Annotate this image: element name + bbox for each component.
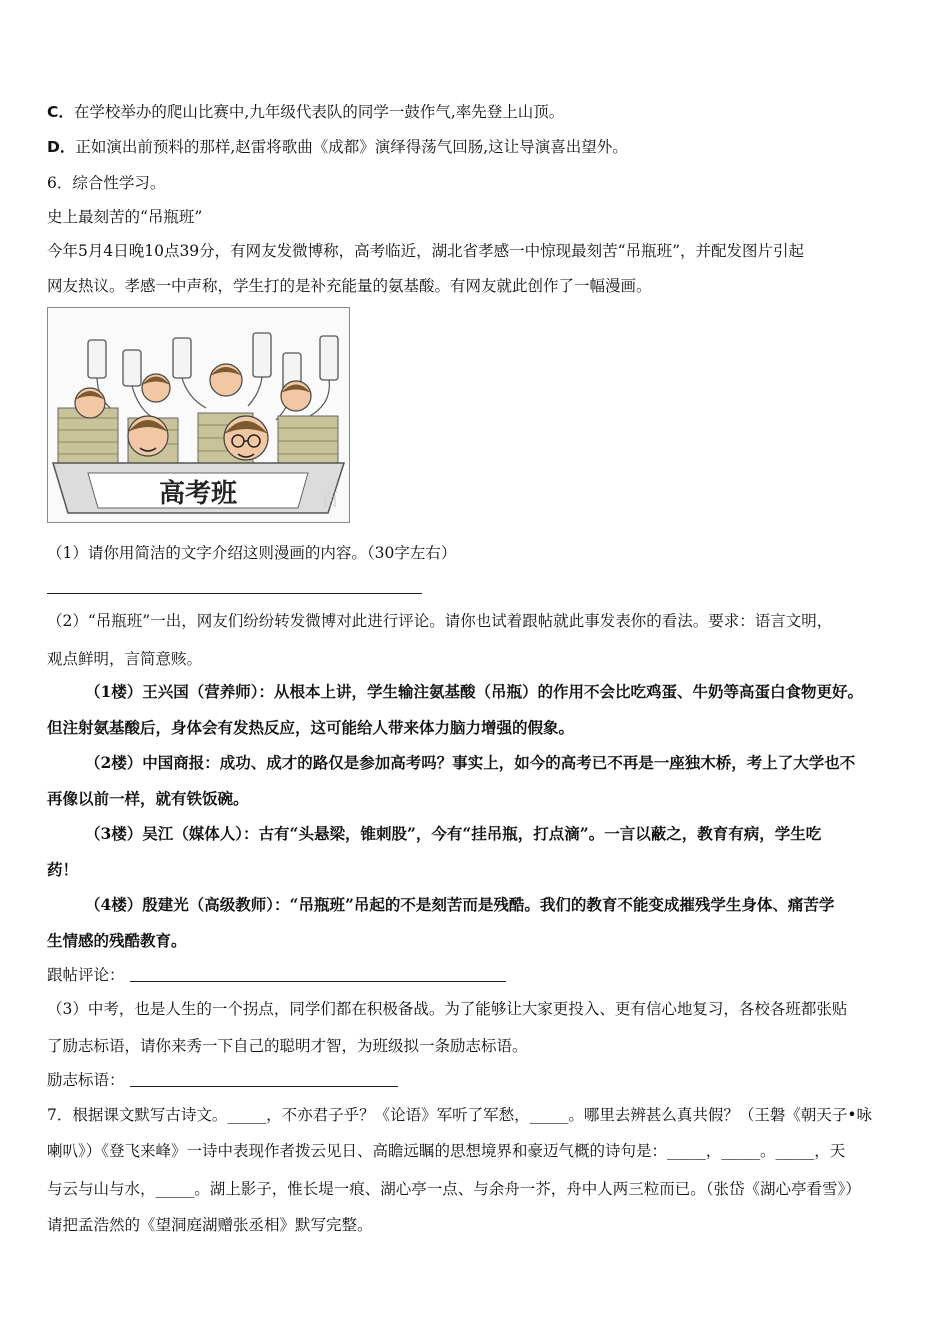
q6-sub-question-3-line-2: 了励志标语，请你来秀一下自己的聪明才智，为班级拟一条励志标语。	[47, 1037, 528, 1055]
cartoon-illustration	[47, 307, 350, 523]
comment-floor-4-line-1: （4楼）殷建光（高级教师）：“吊瓶班”吊起的不是刻苦而是残酷。我们的教育不能变成摧残学生身体、痛苦学	[85, 895, 835, 914]
q6-intro-line-2: 网友热议。孝感一中声称，学生打的是补充能量的氨基酸。有网友就此创作了一幅漫画。	[47, 277, 652, 295]
q7-line-4: 请把孟浩然的《望洞庭湖赠张丞相》默写完整。	[47, 1216, 373, 1234]
slogan-label: 励志标语：	[47, 1071, 125, 1089]
q7-line-2: 喇叭》）《登飞来峰》一诗中表现作者拨云见日、高瞻远瞩的思想境界和豪迈气概的诗句是：_____，_____。_____，天	[47, 1142, 846, 1160]
q6-sub-question-3-line-1: （3）中考，也是人生的一个拐点，同学们都在积极备战。为了能够让大家更投入、更有信心地复习，各校各班都张贴	[47, 1000, 848, 1018]
option-c	[47, 101, 910, 123]
q7-line-1: 7．根据课文默写古诗文。_____，不亦君子乎？《论语》军听了军愁，_____。哪里去辨甚么真共假？（王磐《朝天子•咏	[47, 1106, 873, 1124]
option-d-letter: D．	[47, 138, 76, 156]
answer-line-1[interactable]	[47, 593, 422, 594]
comment-floor-2-line-1: （2楼）中国商报：成功、成才的路仅是参加高考吗？事实上，如今的高考已不再是一座独木桥，考上了大学也不	[85, 753, 856, 772]
comment-floor-3-line-1: （3楼）吴江（媒体人）：古有“头悬梁，锥刺股”，今有“挂吊瓶，打点滴”。一言以蔽之，教育有病，学生吃	[85, 824, 822, 843]
comment-floor-3-line-2: 药！	[47, 860, 79, 879]
comment-floor-1-line-1: （1楼）王兴国（营养师）：从根本上讲，学生输注氨基酸（吊瓶）的作用不会比吃鸡蛋、牛奶等高蛋白食物更好。	[85, 682, 864, 701]
q6-title: 史上最刻苦的“吊瓶班”	[47, 208, 203, 226]
option-d	[47, 136, 910, 158]
comment-floor-2-line-2: 再像以前一样，就有铁饭碗。	[47, 789, 249, 808]
option-c-text: 在学校举办的爬山比赛中,九年级代表队的同学一鼓作气,率先登上山顶。	[73, 103, 565, 121]
reply-answer-line[interactable]	[130, 981, 506, 982]
comment-floor-4-line-2: 生情感的残酷教育。	[47, 931, 187, 950]
q6-intro-line-1: 今年5月4日晚10点39分，有网友发微博称，高考临近，湖北省孝感一中惊现最刻苦“吊瓶班”，并配发图片引起	[47, 242, 805, 260]
q6-sub-question-1: （1）请你用简洁的文字介绍这则漫画的内容。（30字左右）	[47, 544, 457, 562]
q6-sub-question-2-line-1: （2）“吊瓶班”一出，网友们纷纷转发微博对此进行评论。请你也试着跟帖就此事发表你的看法。要求：语言文明，	[47, 612, 833, 630]
slogan-answer-line[interactable]	[130, 1086, 398, 1087]
option-d-text: 正如演出前预料的那样,赵雷将歌曲《成都》演绎得荡气回肠,这让导演喜出望外。	[75, 138, 628, 156]
q6-heading: 6．综合性学习。	[47, 174, 166, 192]
q7-line-3: 与云与山与水，_____。湖上影子，惟长堤一痕、湖心亭一点、与余舟一芥，舟中人两三粒而已。（张岱《湖心亭看雪》）	[47, 1180, 861, 1198]
cartoon-watermark: 百	[321, 490, 339, 511]
cartoon-drawing	[48, 308, 349, 522]
comment-floor-1-line-2: 但注射氨基酸后，身体会有发热反应，这可能给人带来体力脑力增强的假象。	[47, 718, 575, 737]
q6-sub-question-2-line-2: 观点鲜明，言简意赅。	[47, 650, 203, 668]
cartoon-sign-text: 高考班	[158, 479, 238, 509]
reply-label: 跟帖评论：	[47, 966, 125, 984]
option-c-letter: C．	[47, 103, 74, 121]
